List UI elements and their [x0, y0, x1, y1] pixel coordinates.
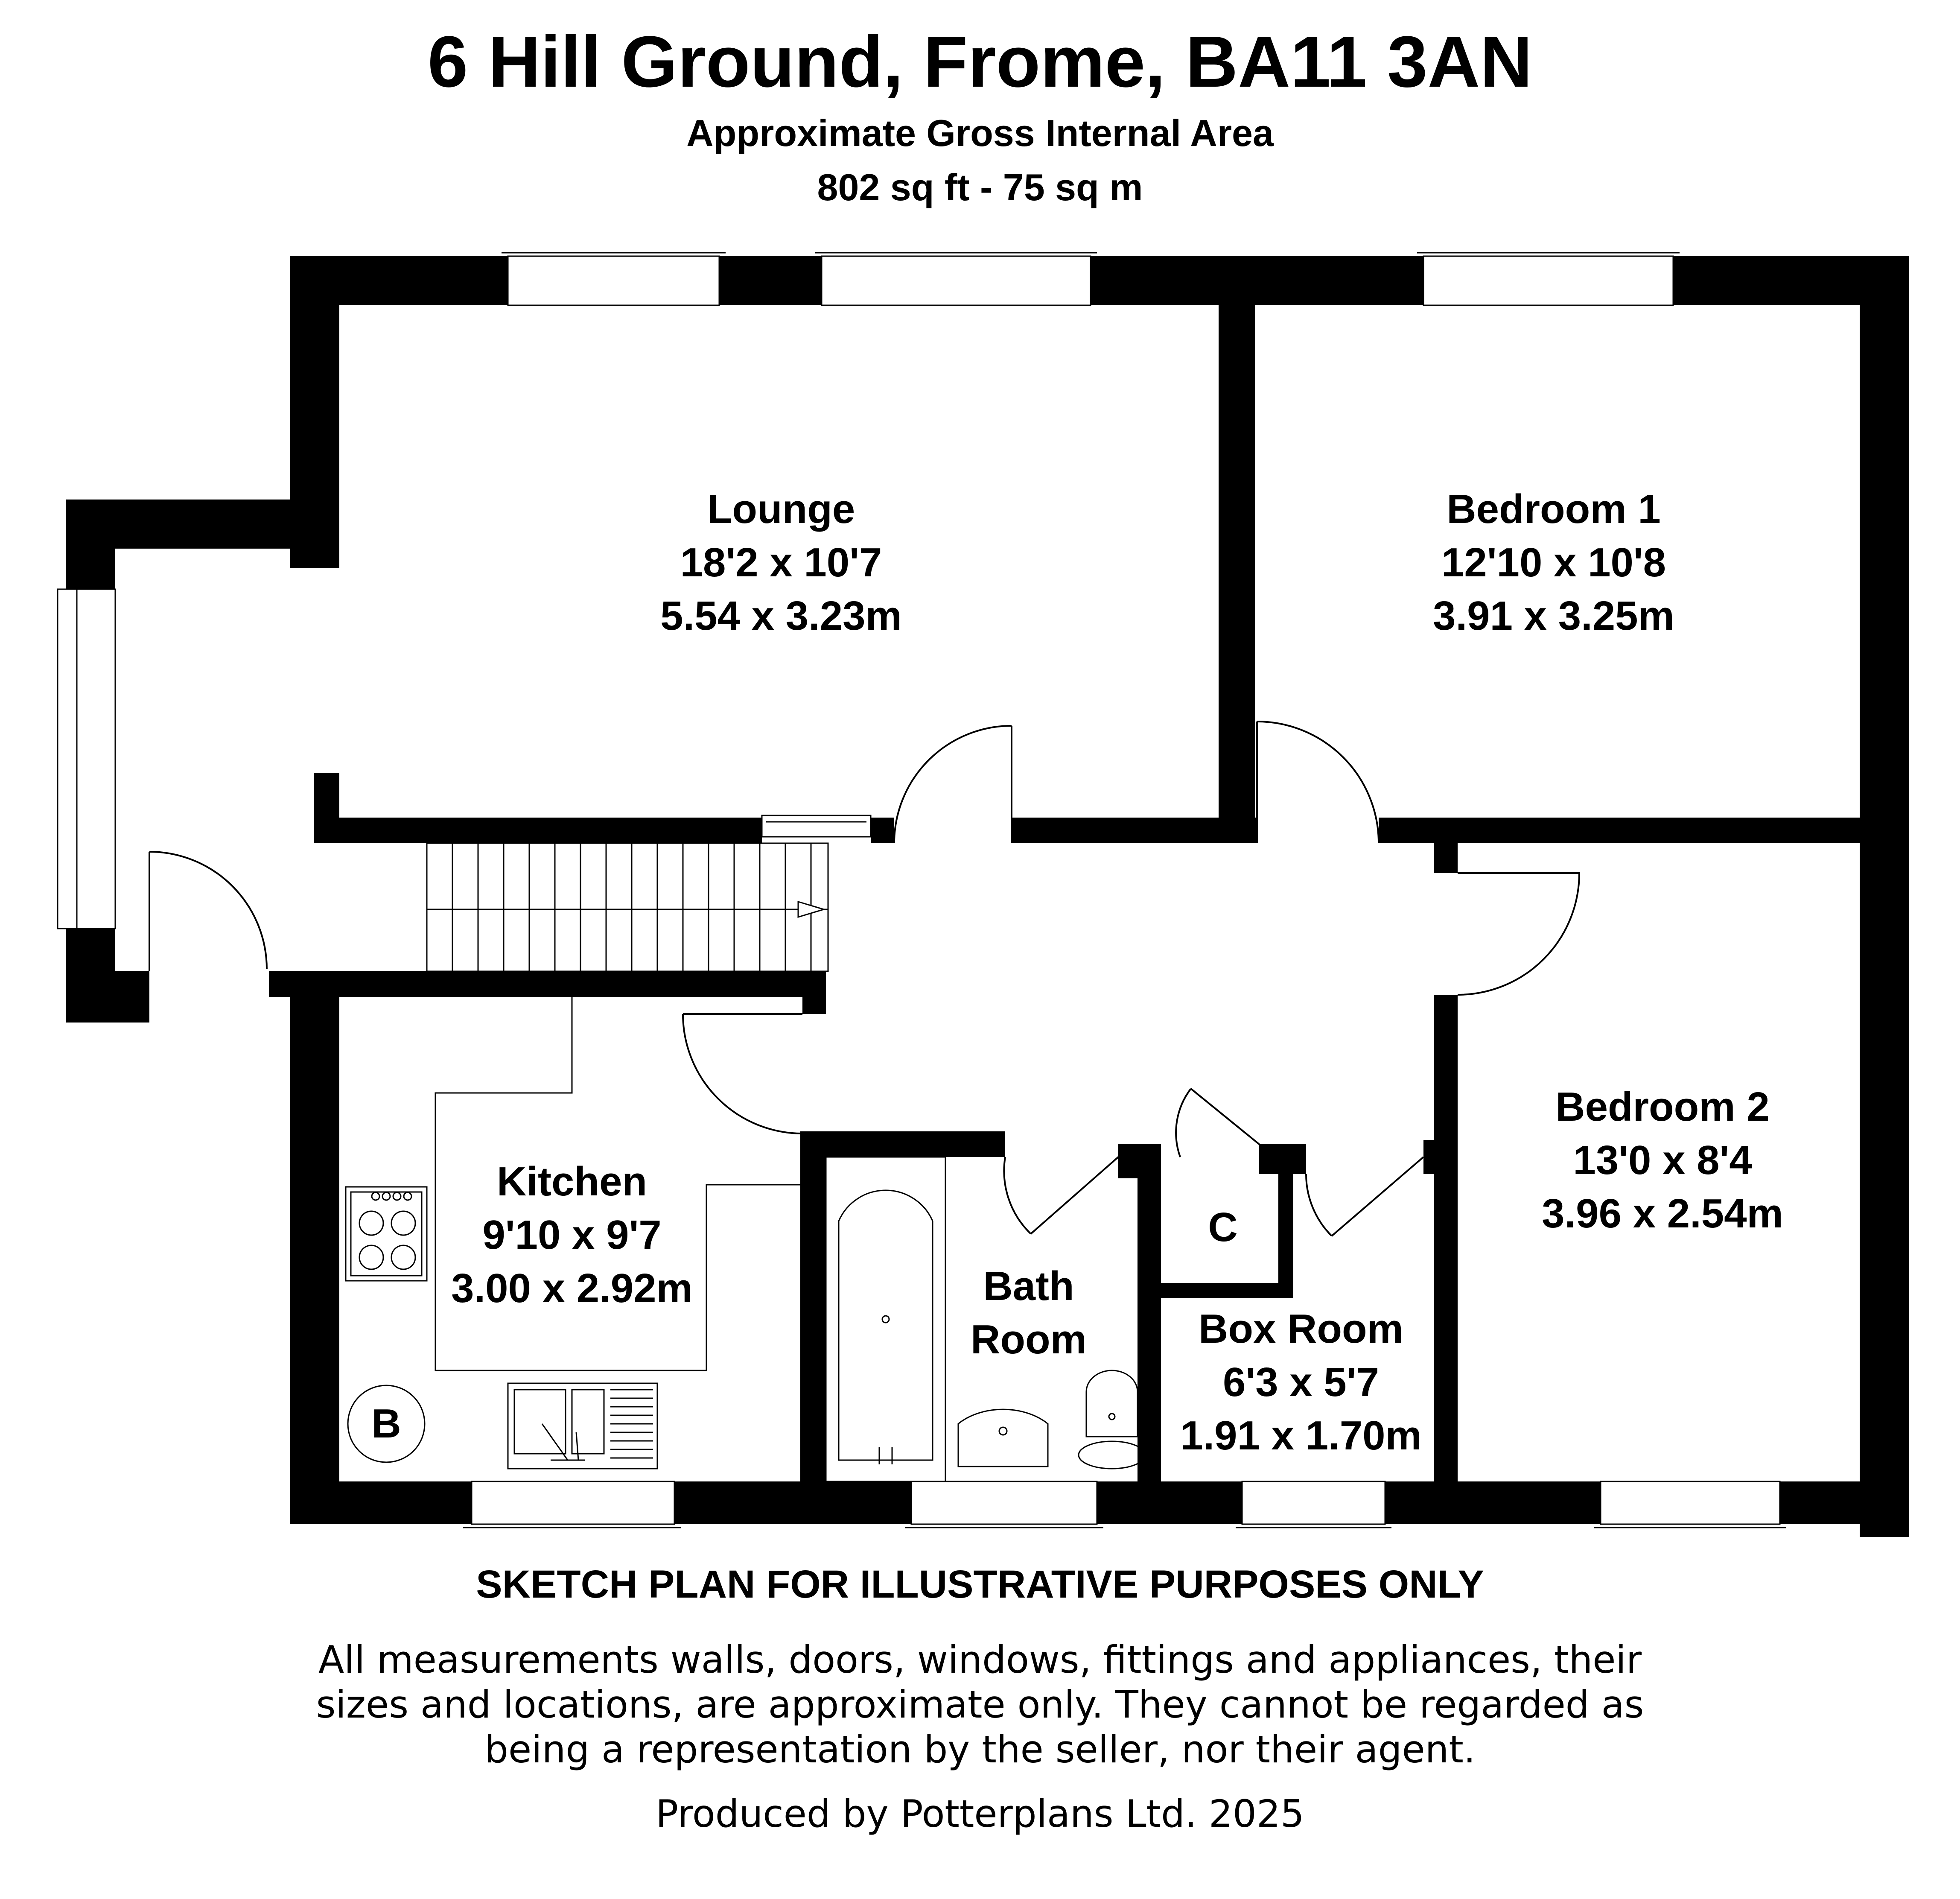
- disclaimer-line: sizes and locations, are approximate only. They cannot be regarded as: [316, 1683, 1644, 1727]
- bathroom-door-leaf: [1031, 1157, 1118, 1234]
- lounge-door-swing: [894, 726, 1012, 843]
- bathtub-icon: [839, 1190, 933, 1460]
- front-door-swing: [149, 852, 267, 969]
- bedroom2-metric: 3.96 x 2.54m: [1542, 1191, 1783, 1236]
- boxroom-window: [1242, 1481, 1385, 1524]
- hob-icon: [346, 1187, 427, 1281]
- lounge-window-2: [822, 256, 1091, 305]
- toilet-cistern-icon: [1086, 1370, 1138, 1437]
- staircase: [427, 843, 828, 971]
- lounge-name: Lounge: [707, 486, 855, 532]
- bay-window: [58, 589, 115, 929]
- bedroom1-door-swing: [1257, 722, 1379, 843]
- toilet-bowl-icon: [1079, 1441, 1145, 1469]
- kitchen-imperial: 9'10 x 9'7: [482, 1212, 662, 1258]
- lounge-metric: 5.54 x 3.23m: [660, 593, 902, 639]
- bathroom-name-line2: Room: [971, 1317, 1087, 1362]
- boxroom-metric: 1.91 x 1.70m: [1180, 1413, 1422, 1458]
- property-address-title: 6 Hill Ground, Frome, BA11 3AN: [427, 21, 1533, 102]
- kitchen-door-swing: [683, 1014, 802, 1134]
- kitchen-window: [472, 1481, 674, 1524]
- producer-credit: Produced by Potterplans Ltd. 2025: [656, 1792, 1304, 1836]
- cupboard-door-swing: [1176, 1089, 1191, 1157]
- bedroom2-window: [1601, 1481, 1780, 1524]
- bedroom2-imperial: 13'0 x 8'4: [1573, 1137, 1752, 1183]
- bathroom-window: [911, 1481, 1097, 1524]
- cupboard-name: C: [1208, 1204, 1238, 1250]
- disclaimer-heading: SKETCH PLAN FOR ILLUSTRATIVE PURPOSES ONLY: [476, 1563, 1484, 1606]
- bedroom2-door-swing: [1458, 873, 1579, 995]
- bedroom1-window: [1423, 256, 1673, 305]
- bath-surround: [826, 1157, 945, 1481]
- area-value: 802 sq ft - 75 sq m: [817, 166, 1143, 208]
- cupboard-door-leaf: [1191, 1089, 1259, 1144]
- boxroom-door-leaf: [1332, 1157, 1423, 1236]
- serving-hatch: [762, 815, 871, 837]
- kitchen-name: Kitchen: [496, 1159, 648, 1204]
- disclaimer-line: All measurements walls, doors, windows, fittings and appliances, their: [318, 1638, 1642, 1682]
- sink-icon: [508, 1383, 657, 1469]
- bedroom1-imperial: 12'10 x 10'8: [1441, 540, 1666, 585]
- bedroom1-metric: 3.91 x 3.25m: [1433, 593, 1674, 639]
- disclaimer-line: being a representation by the seller, nor their agent.: [484, 1727, 1476, 1771]
- disclaimer-text: [0, 1637, 1960, 1772]
- boxroom-name: Box Room: [1199, 1306, 1403, 1352]
- boxroom-imperial: 6'3 x 5'7: [1223, 1359, 1379, 1405]
- area-heading: Approximate Gross Internal Area: [686, 112, 1274, 154]
- lounge-imperial: 18'2 x 10'7: [680, 540, 882, 585]
- washbasin-icon: [958, 1409, 1048, 1467]
- boxroom-door-swing: [1306, 1174, 1332, 1236]
- bathroom-name-line1: Bath: [983, 1263, 1074, 1309]
- lounge-window-1: [508, 256, 719, 305]
- bedroom1-name: Bedroom 1: [1447, 486, 1661, 532]
- boiler-label: B: [371, 1401, 401, 1446]
- kitchen-metric: 3.00 x 2.92m: [451, 1265, 693, 1311]
- bedroom2-name: Bedroom 2: [1555, 1084, 1770, 1130]
- bathroom-door-swing: [1004, 1157, 1031, 1234]
